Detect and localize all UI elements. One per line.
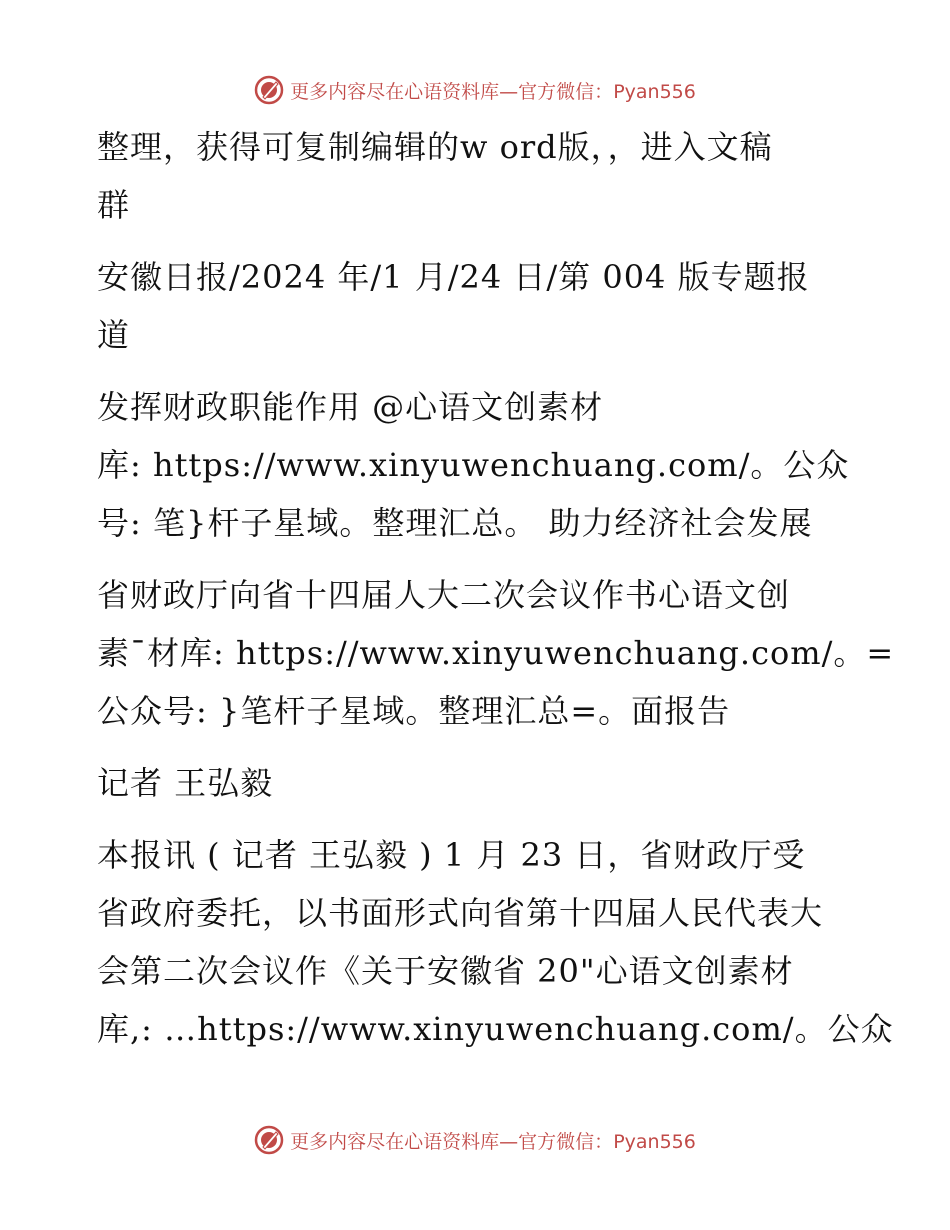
paragraph-3: [97, 378, 857, 552]
footer-banner-text: 更多内容尽在心语资料库—官方微信：Pyan556: [290, 1130, 696, 1153]
pen-logo-icon: [254, 75, 284, 105]
text-line: 道: [97, 316, 131, 354]
text-line: 库: https://www.xinyuwenchuang.com/。公众: [97, 446, 850, 484]
paragraph-1: [97, 118, 857, 234]
text-line: 会第二次会议作《关于安徽省 20"心语文创素材: [97, 952, 794, 990]
text-line: 素¯材库: https://www.xinyuwenchuang.com/。=: [97, 634, 895, 672]
text-line: 号: 笔}杆子星域。整理汇总。 助力经济社会发展: [97, 504, 813, 542]
text-line: 安徽日报/2024 年/1 月/24 日/第 004 版专题报: [97, 258, 810, 296]
text-line: 整理，获得可复制编辑的w ord版，，进入文稿: [97, 128, 773, 166]
text-line: 发挥财政职能作用 @心语文创素材: [97, 388, 604, 426]
footer-banner: [0, 1120, 950, 1160]
text-line: 公众号: }笔杆子星域。整理汇总=。面报告: [97, 692, 731, 730]
text-line: 省财政厅向省十四届人大二次会议作书心语文创: [97, 576, 791, 614]
header-banner-text: 更多内容尽在心语资料库—官方微信：Pyan556: [290, 80, 696, 103]
pen-logo-icon: [254, 1125, 284, 1155]
document-body: [97, 118, 895, 1058]
text-line: 本报讯 ( 记者 王弘毅 ) 1 月 23 日，省财政厅受: [97, 836, 806, 874]
header-banner: [0, 70, 950, 110]
text-line: 群: [97, 186, 131, 224]
text-line: 省政府委托，以书面形式向省第十四届人民代表大: [97, 894, 824, 932]
paragraph-6: [97, 826, 894, 1058]
paragraph-2: [97, 248, 857, 364]
paragraph-5: [97, 754, 857, 812]
text-line: 库,: …https://www.xinyuwenchuang.com/。公众: [97, 1010, 894, 1048]
header-wechat-id: Pyan556: [613, 80, 696, 103]
paragraph-4: [97, 566, 895, 740]
footer-wechat-id: Pyan556: [613, 1130, 696, 1153]
text-line: 记者 王弘毅: [97, 764, 274, 802]
